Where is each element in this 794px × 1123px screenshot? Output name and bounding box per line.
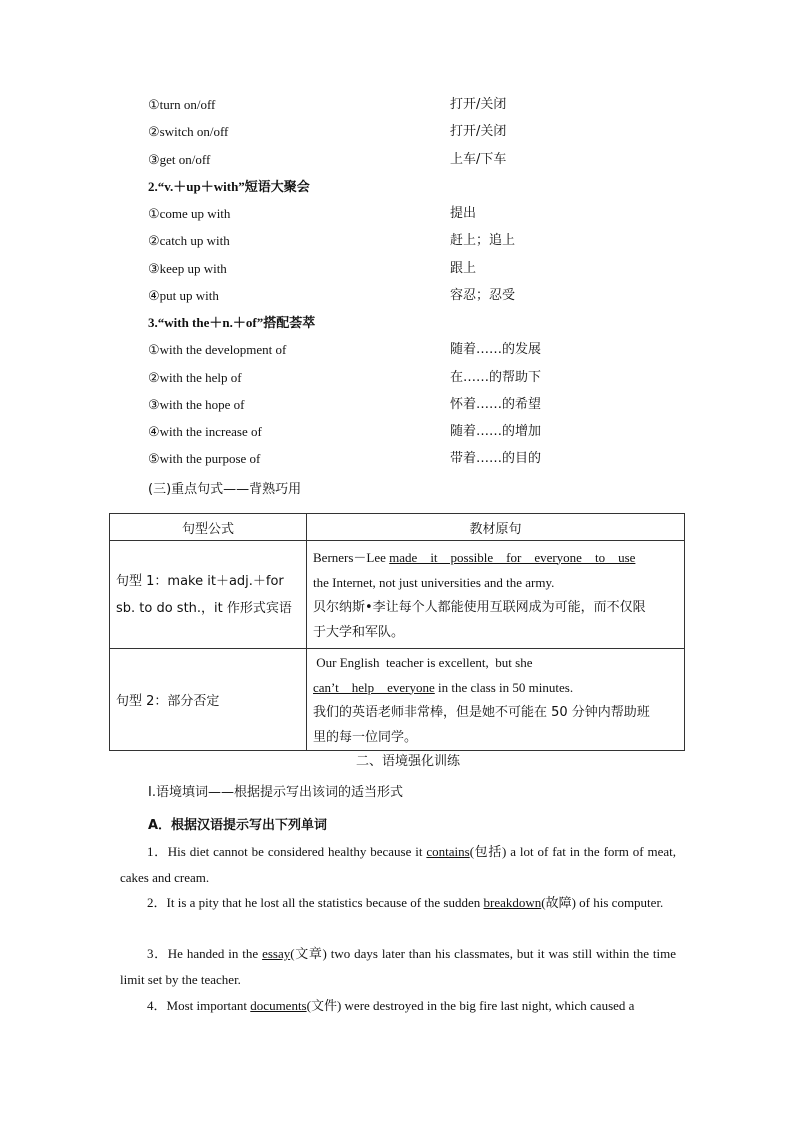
answer-word: essay: [262, 946, 291, 961]
example-cell: [307, 649, 685, 751]
phrase-cn: 怀着……的希望: [450, 397, 542, 412]
phrase-en: ②switch on/off: [148, 124, 229, 139]
phrase-cn: 打开/关闭: [450, 97, 507, 112]
phrase-cn: 上车/下车: [450, 152, 507, 167]
heading-up-with: 2.“v.＋up＋with”短语大聚会: [148, 179, 310, 194]
phrase-en: ①with the development of: [148, 342, 287, 357]
table-header: 教材原句: [307, 514, 685, 541]
exercise-item: 1．His diet cannot be considered healthy because it contains(包括) a lot of fat in the form of meat, cakes and cream.: [120, 844, 676, 885]
pattern-cell: 句型 1：make it＋adj.＋for sb. to do sth.，it 作形式宾语: [110, 541, 307, 649]
example-en-line: can’t help everyone in the class in 50 minutes.: [313, 679, 574, 695]
example-cn-line: 贝尔纳斯•李让每个人都能使用互联网成为可能，而不仅限: [313, 599, 646, 615]
phrase-cn: 提出: [450, 206, 477, 221]
answer-word: contains: [426, 844, 470, 859]
phrase-en: ③keep up with: [148, 261, 227, 276]
exercise-subtitle: A．根据汉语提示写出下列单词: [148, 818, 328, 833]
phrase-en: ②catch up with: [148, 233, 230, 248]
phrase-en: ④put up with: [148, 288, 219, 303]
example-cell: [307, 541, 685, 649]
example-en-line: Our English teacher is excellent, but she: [313, 654, 533, 670]
phrase-cn: 带着……的目的: [450, 451, 542, 466]
example-cn-line: 我们的英语老师非常棒，但是她不可能在 50 分钟内帮助班: [313, 704, 650, 720]
table-header: 句型公式: [110, 514, 307, 541]
example-cn-line: 于大学和军队。: [313, 624, 405, 640]
exercise-section-title: Ⅰ.语境填词——根据提示写出该词的适当形式: [148, 785, 403, 800]
sentence-pattern-table: [109, 513, 685, 751]
exercise-item: 4．Most important documents(文件) were destroyed in the big fire last night, which caused a: [147, 998, 635, 1013]
phrase-en: ④with the increase of: [148, 424, 262, 439]
answer-blank: can’t help everyone: [313, 679, 435, 695]
phrase-cn: 打开/关闭: [450, 124, 507, 139]
answer-word: documents: [250, 998, 307, 1013]
phrase-en: ③with the hope of: [148, 397, 245, 412]
phrase-cn: 随着……的发展: [450, 342, 542, 357]
phrase-cn: 随着……的增加: [450, 424, 542, 439]
example-cn-line: 里的每一位同学。: [313, 729, 418, 745]
heading-with-the: 3.“with the＋n.＋of”搭配荟萃: [148, 315, 316, 330]
phrase-en: ①turn on/off: [148, 97, 216, 112]
part-title: 二、语境强化训练: [356, 754, 461, 769]
answer-blank: made it possible for everyone to use: [389, 549, 636, 565]
phrase-en: ③get on/off: [148, 152, 211, 167]
exercise-item: 2．It is a pity that he lost all the statistics because of the sudden breakdown(故障) of his computer.: [147, 895, 664, 910]
example-en-line: Berners－Lee made it possible for everyone to use: [313, 549, 636, 565]
phrase-en: ①come up with: [148, 206, 231, 221]
phrase-cn: 在……的帮助下: [450, 370, 542, 385]
phrase-cn: 容忍；忍受: [450, 288, 516, 303]
exercise-item: 3．He handed in the essay(文章) two days later than his classmates, but it was still within the time limit set by the teacher.: [120, 946, 676, 987]
answer-word: breakdown: [483, 895, 542, 910]
phrase-en: ⑤with the purpose of: [148, 451, 261, 466]
phrase-cn: 赶上；追上: [450, 233, 516, 248]
example-en-line: the Internet, not just universities and the army.: [313, 574, 555, 590]
section-title: (三)重点句式——背熟巧用: [148, 482, 302, 497]
pattern-cell: 句型 2：部分否定: [110, 649, 307, 751]
phrase-en: ②with the help of: [148, 370, 242, 385]
phrase-cn: 跟上: [450, 261, 477, 276]
